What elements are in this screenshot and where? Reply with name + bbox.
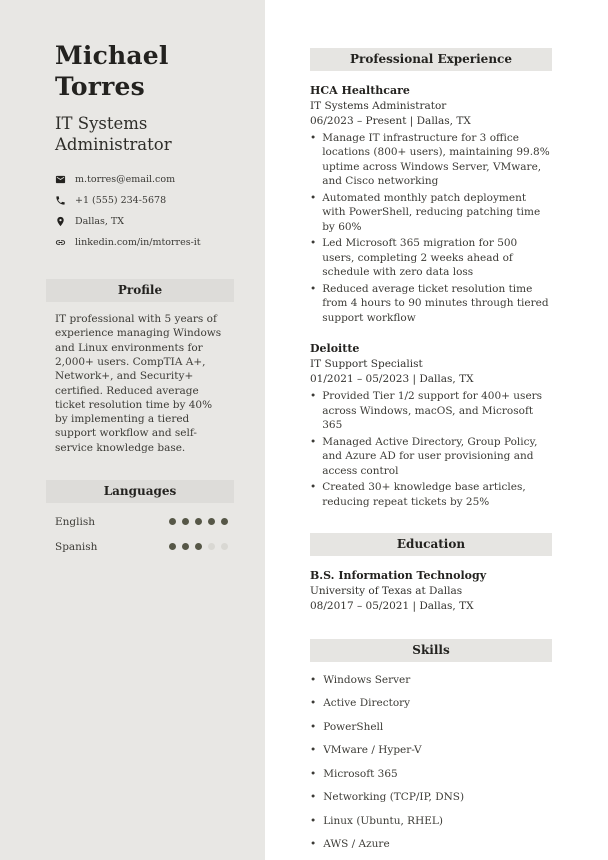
person-job-title: IT Systems Administrator — [55, 114, 172, 155]
bullet-marker: • — [310, 282, 317, 295]
job-bullet-item — [310, 236, 552, 279]
skill-text: Microsoft 365 — [323, 767, 398, 780]
main-column — [265, 0, 608, 860]
contact-text: +1 (555) 234-5678 — [75, 195, 167, 207]
job-bullet-item — [310, 389, 552, 432]
bullet-text: Automated monthly patch deployment with PowerShell, reducing patching time by 60% — [322, 191, 541, 233]
job-bullet-item — [310, 435, 552, 478]
languages-section — [55, 480, 228, 553]
language-row — [55, 516, 228, 528]
language-level-dots — [169, 518, 228, 525]
bullet-marker: • — [310, 838, 317, 851]
skill-text: Linux (Ubuntu, RHEL) — [323, 814, 443, 827]
skill-item — [310, 721, 552, 733]
level-dot-filled — [221, 518, 228, 525]
bullet-marker: • — [310, 237, 317, 250]
skill-text: Active Directory — [323, 697, 411, 710]
job-bullets — [310, 131, 552, 325]
level-dot-filled — [195, 543, 202, 550]
education-section — [310, 533, 552, 612]
company-name: Deloitte — [310, 342, 360, 356]
profile-summary-text: IT professional with 5 years of experience managing Windows and Linux environments for 2,000+ users. CompTIA A+, Network+, and Security+ certified. Reduced average ticket resolution time by 40% by implementing a tiered support workflow and self-service knowledge base. — [55, 313, 222, 454]
experience-section-header: Professional Experience — [310, 48, 552, 71]
level-dot-filled — [169, 543, 176, 550]
bullet-marker: • — [310, 673, 317, 686]
bullet-marker: • — [310, 720, 317, 733]
contact-text: Dallas, TX — [75, 216, 125, 228]
contact-item — [55, 216, 228, 227]
experience-section — [310, 48, 552, 509]
contact-item — [55, 237, 228, 248]
contact-item — [55, 195, 228, 206]
bullet-text: Managed Active Directory, Group Policy, and Azure AD for user provisioning and access control — [322, 435, 538, 477]
skill-item — [310, 768, 552, 780]
job-entry — [310, 84, 552, 325]
bullet-marker: • — [310, 191, 317, 204]
skill-text: Windows Server — [323, 673, 411, 686]
location-icon — [55, 216, 66, 227]
bullet-marker: • — [310, 481, 317, 494]
skill-text: Networking (TCP/IP, DNS) — [323, 791, 465, 804]
languages-list — [55, 516, 228, 553]
level-dot-filled — [182, 543, 189, 550]
skill-item — [310, 791, 552, 803]
language-level-dots — [169, 543, 228, 550]
job-bullet-item — [310, 282, 552, 325]
link-icon — [55, 237, 66, 248]
bullet-marker: • — [310, 791, 317, 804]
bullet-text: Created 30+ knowledge base articles, reducing repeat tickets by 25% — [322, 481, 526, 508]
profile-section-header: Profile — [46, 279, 234, 302]
profile-section — [55, 279, 228, 455]
language-name: Spanish — [55, 540, 98, 553]
level-dot-empty — [208, 543, 215, 550]
job-role: IT Support Specialist — [310, 358, 423, 371]
bullet-marker: • — [310, 744, 317, 757]
job-bullet-item — [310, 480, 552, 509]
level-dot-filled — [208, 518, 215, 525]
job-role: IT Systems Administrator — [310, 100, 447, 112]
envelope-icon — [55, 174, 66, 185]
sidebar — [0, 0, 265, 860]
contact-text: m.torres@email.com — [75, 174, 176, 186]
contact-item — [55, 174, 228, 185]
skill-item — [310, 815, 552, 827]
job-entry — [310, 342, 552, 509]
job-bullet-item — [310, 131, 552, 189]
language-name: English — [55, 515, 96, 528]
job-bullets — [310, 389, 552, 509]
contact-list — [55, 174, 228, 248]
languages-section-header: Languages — [46, 480, 234, 503]
bullet-text: Led Microsoft 365 migration for 500 users, completing 2 weeks ahead of schedule with zero data loss — [322, 237, 518, 279]
bullet-marker: • — [310, 132, 317, 144]
language-row — [55, 541, 228, 553]
level-dot-filled — [195, 518, 202, 525]
company-name: HCA Healthcare — [310, 84, 410, 97]
skill-text: VMware / Hyper-V — [323, 744, 422, 757]
bullet-marker: • — [310, 697, 317, 710]
phone-icon — [55, 195, 66, 206]
level-dot-filled — [169, 518, 176, 525]
skill-text: AWS / Azure — [323, 838, 390, 851]
skills-list — [310, 674, 552, 851]
level-dot-filled — [182, 518, 189, 525]
bullet-marker: • — [310, 814, 317, 827]
job-bullet-item — [310, 191, 552, 234]
contact-text: linkedin.com/in/mtorres-it — [75, 237, 201, 249]
bullet-text: Manage IT infrastructure for 3 office locations (800+ users), maintaining 99.8% uptime across Windows Server, VMware, and Cisco networking — [322, 132, 550, 188]
bullet-text: Reduced average ticket resolution time from 4 hours to 90 minutes through tiered support workflow — [322, 282, 549, 324]
skill-item — [310, 838, 552, 850]
jobs-list — [310, 84, 552, 509]
skill-text: PowerShell — [323, 720, 384, 733]
level-dot-empty — [221, 543, 228, 550]
bullet-text: Provided Tier 1/2 support for 400+ users across Windows, macOS, and Microsoft 365 — [322, 390, 543, 432]
skills-section — [310, 639, 552, 850]
bullet-marker: • — [310, 435, 317, 448]
degree-name: B.S. Information Technology — [310, 569, 487, 583]
skill-item — [310, 674, 552, 686]
education-dates-location: 08/2017 – 05/2021 | Dallas, TX — [310, 600, 474, 613]
school-name: University of Texas at Dallas — [310, 585, 463, 598]
bullet-marker: • — [310, 390, 317, 403]
skill-item — [310, 744, 552, 756]
bullet-marker: • — [310, 767, 317, 780]
education-section-header: Education — [310, 533, 552, 556]
skills-section-header: Skills — [310, 639, 552, 662]
person-name: Michael Torres — [55, 41, 169, 101]
education-entry — [310, 569, 552, 612]
job-dates-location: 06/2023 – Present | Dallas, TX — [310, 115, 471, 127]
skill-item — [310, 697, 552, 709]
job-dates-location: 01/2021 – 05/2023 | Dallas, TX — [310, 373, 474, 386]
